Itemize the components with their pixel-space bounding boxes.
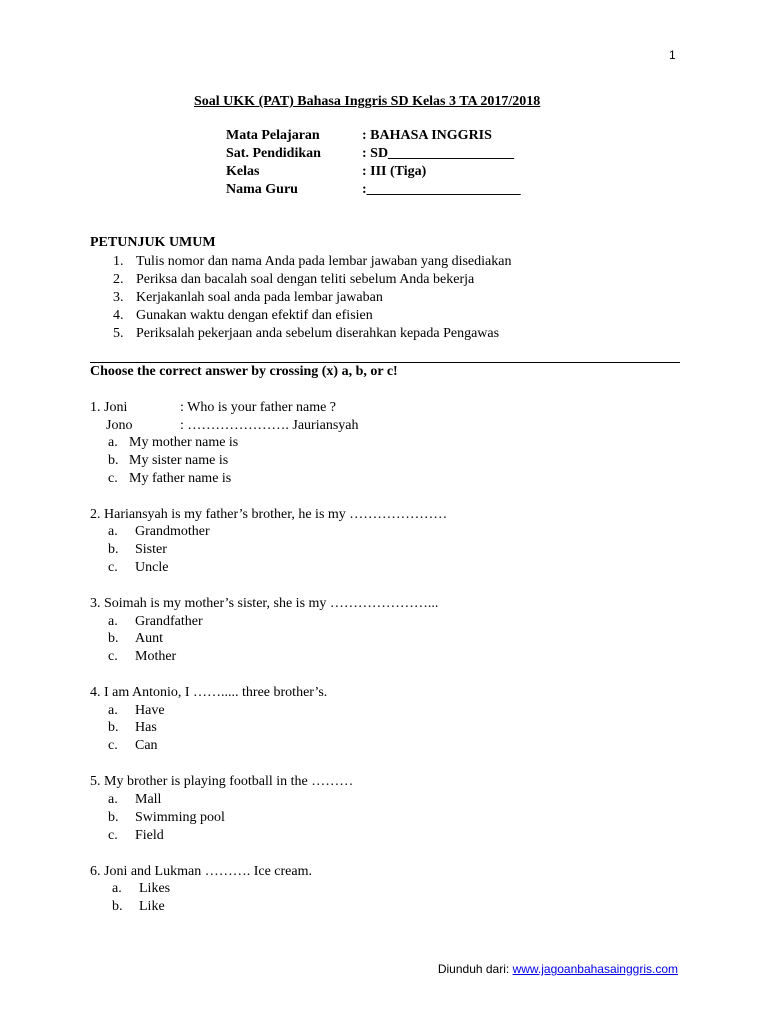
option-letter: c. [108,649,118,664]
info-label: Kelas [226,164,260,179]
option-letter: a. [108,614,118,629]
option-letter: c. [108,471,118,486]
option-text: Likes [139,881,171,896]
option-letter: b. [112,899,123,914]
option-text: Can [135,738,158,753]
option-text: Grandmother [135,524,210,539]
item-text: Periksalah pekerjaan anda sebelum diserahkan kepada Pengawas [136,326,500,341]
option-letter: b. [108,810,119,825]
option-letter: a. [108,435,118,450]
option-letter: b. [108,542,119,557]
item-text: Gunakan waktu dengan efektif dan efisien [136,308,373,323]
item-text: Kerjakanlah soal anda pada lembar jawaban [136,290,383,305]
footer [438,962,678,976]
page-number: 1 [669,48,676,62]
option-text: Field [135,828,164,843]
option-text: My mother name is [129,435,239,450]
item-number: 2. [113,272,124,287]
footer-label: Diunduh dari: [437,962,513,976]
question-1-line-1: : Who is your father name ? [180,400,337,415]
option-letter: c. [108,828,118,843]
item-number: 4. [113,308,124,323]
option-text: Mall [135,792,162,807]
option-text: Has [135,720,157,735]
item-number: 3. [113,290,124,305]
option-text: Aunt [135,631,163,646]
item-number: 1. [113,254,124,269]
question-4-text: 4. I am Antonio, I ……..... three brother’s. [90,685,328,700]
question-5-text: 5. My brother is playing football in the ……… [90,774,354,789]
option-letter: a. [108,703,118,718]
option-text: My sister name is [129,453,229,468]
info-value: : SD__________________ [362,146,515,161]
document-title: Soal UKK (PAT) Bahasa Inggris SD Kelas 3 TA 2017/2018 [194,94,541,109]
option-text: Grandfather [135,614,203,629]
info-value: :______________________ [362,182,521,197]
item-text: Tulis nomor dan nama Anda pada lembar jawaban yang disediakan [136,254,512,269]
option-letter: a. [112,881,122,896]
option-letter: b. [108,720,119,735]
option-text: Have [135,703,165,718]
info-label: Sat. Pendidikan [226,146,321,161]
option-letter: a. [108,792,118,807]
question-6-text: 6. Joni and Lukman ………. Ice cream. [90,864,312,879]
question-1-line-2: : …………………. Jauriansyah [180,418,359,433]
option-text: Swimming pool [135,810,225,825]
option-letter: b. [108,631,119,646]
question-1-speaker-1: 1. Joni [90,400,128,415]
info-value: : BAHASA INGGRIS [362,128,492,143]
divider [90,362,680,363]
question-3-text: 3. Soimah is my mother’s sister, she is my …………………... [90,596,439,611]
info-value: : III (Tiga) [362,164,427,179]
item-number: 5. [113,326,124,341]
question-2-text: 2. Hariansyah is my father’s brother, he is my ………………… [90,507,448,522]
option-text: Uncle [135,560,169,575]
option-letter: c. [108,560,118,575]
question-1-speaker-2: Jono [106,418,133,433]
option-letter: c. [108,738,118,753]
item-text: Periksa dan bacalah soal dengan teliti sebelum Anda bekerja [136,272,475,287]
option-letter: b. [108,453,119,468]
option-letter: a. [108,524,118,539]
info-label: Nama Guru [226,182,298,197]
option-text: Mother [135,649,177,664]
option-text: My father name is [129,471,232,486]
instruction: Choose the correct answer by crossing (x) a, b, or c! [90,364,398,379]
source-link[interactable]: www.jagoanbahasainggris.com [512,962,678,976]
info-label: Mata Pelajaran [226,128,320,143]
option-text: Like [139,899,165,914]
option-text: Sister [135,542,167,557]
general-instructions-heading: PETUNJUK UMUM [90,235,216,250]
